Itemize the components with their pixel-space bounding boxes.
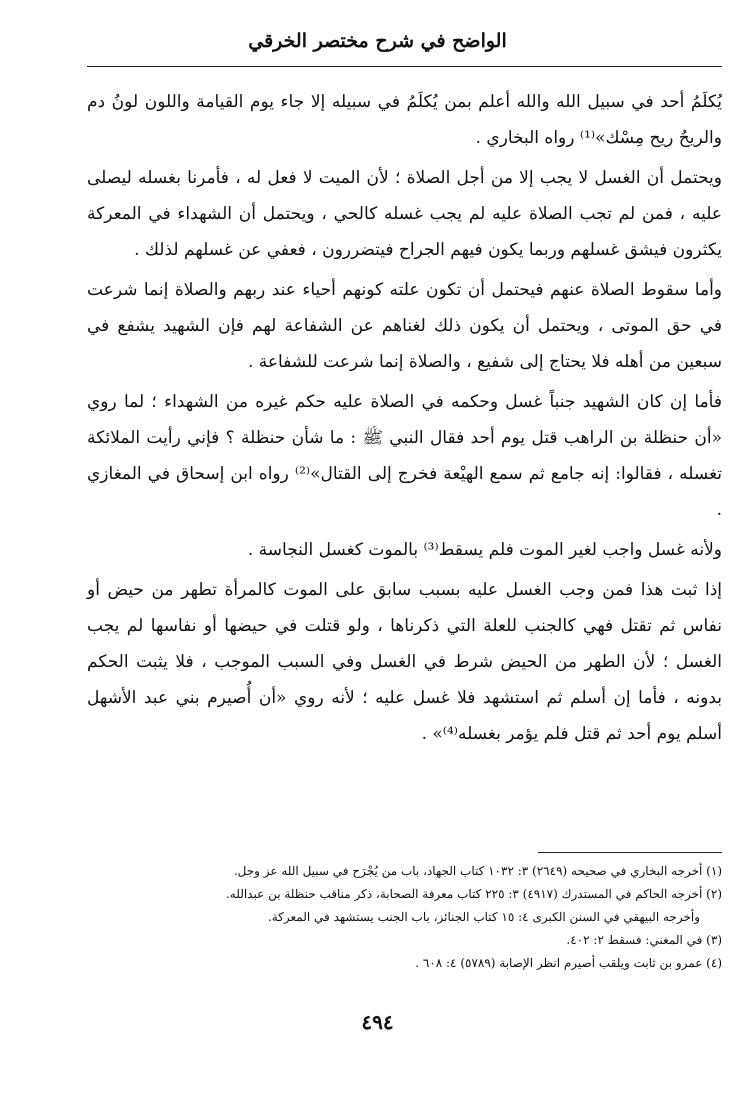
paragraph: فأما إن كان الشهيد جنباً غسل وحكمه في الصلاة عليه حكم غيره من الشهداء ؛ لما روي «أن حنظلة بن الراهب قتل يوم أحد فقال النبي ﷺ : ما شأن حنظلة ؟ فإني رأيت الملائكة تغسله ، فقالوا: إنه جامع ثم سمع الهيْعة فخرج إلى القتال»⁽²⁾ رواه ابن إسحاق في المغازي . xyxy=(87,392,723,520)
footnote-continuation: وأخرجه البيهقي في السنن الكبرى ٤: ١٥ كتاب الجنائز، باب الجنب يستشهد في المعركة. xyxy=(267,910,700,924)
footnote: (٤) عمرو بن ثابت ويلقب أصيرم انظر الإصابة (٥٧٨٩) ٤: ٦٠٨ . xyxy=(415,956,722,970)
footnote: (٣) في المغني: فسقط ٢: ٤٠٢. xyxy=(566,933,722,947)
footnote: (١) أخرجه البخاري في صحيحه (٢٦٤٩) ٣: ١٠٣٢ كتاب الجهاد، باب من يُجْرَح في سبيل الله عز وجل. xyxy=(233,864,722,878)
paragraph: ويحتمل أن الغسل لا يجب إلا من أجل الصلاة ؛ لأن الميت لا فعل له ، فأمرنا بغسله ليصلى عليه ، فمن لم تجب الصلاة عليه لم يجب غسله كالحي ، ويحتمل أن الشهداء في المعركة يكثرون فيشق غسلهم وربما يكون فيهم الجراح فيتضررون ، فعفي عن غسلهم لذلك . xyxy=(87,168,722,260)
running-header-title: الواضح في شرح مختصر الخرقي xyxy=(248,30,507,52)
footnote-divider xyxy=(538,852,722,853)
paragraph: ولأنه غسل واجب لغير الموت فلم يسقط⁽³⁾ بالموت كغسل النجاسة . xyxy=(247,540,722,560)
header-divider xyxy=(87,66,722,67)
page-number: ٤٩٤ xyxy=(361,1010,394,1034)
paragraph: يُكلَمُ أحد في سبيل الله والله أعلم بمن يُكلَمُ في سبيله إلا جاء يوم القيامة واللون لونُ دم والريحُ ريح مِسْك»⁽¹⁾ رواه البخاري . xyxy=(87,92,722,148)
footnotes xyxy=(87,860,722,975)
paragraph: إذا ثبت هذا فمن وجب الغسل عليه بسبب سابق على الموت كالمرأة تطهر من حيض أو نفاس ثم تقتل فهي كالجنب للعلة التي ذكرناها ، ولو قتلت في حيضها أو نفاسها لم يجب الغسل ؛ لأن الطهر من الحيض شرط في الغسل وفي السبب الموجب ، فلا يثبت الحكم بدونه ، فأما إن أسلم ثم استشهد فلا غسل عليه ؛ لأنه روي «أن أُصيرم بني عبد الأشهل أسلم يوم أحد ثم قتل فلم يؤمر بغسله⁽⁴⁾» . xyxy=(87,580,722,744)
paragraph: وأما سقوط الصلاة عنهم فيحتمل أن تكون علته كونهم أحياء عند ربهم والصلاة إنما شرعت في حق الموتى ، ويحتمل أن يكون ذلك لغناهم عن الشفاعة لهم فإن الشهيد يشفع في سبعين من أهله فلا يحتاج إلى شفيع ، والصلاة إنما شرعت للشفاعة . xyxy=(87,280,722,372)
main-text xyxy=(87,84,722,756)
footnote: (٢) أخرجه الحاكم في المستدرك (٤٩١٧) ٣: ٢٢٥ كتاب معرفة الصحابة، ذكر مناقب حنظلة بن عبدالله. xyxy=(225,887,722,901)
